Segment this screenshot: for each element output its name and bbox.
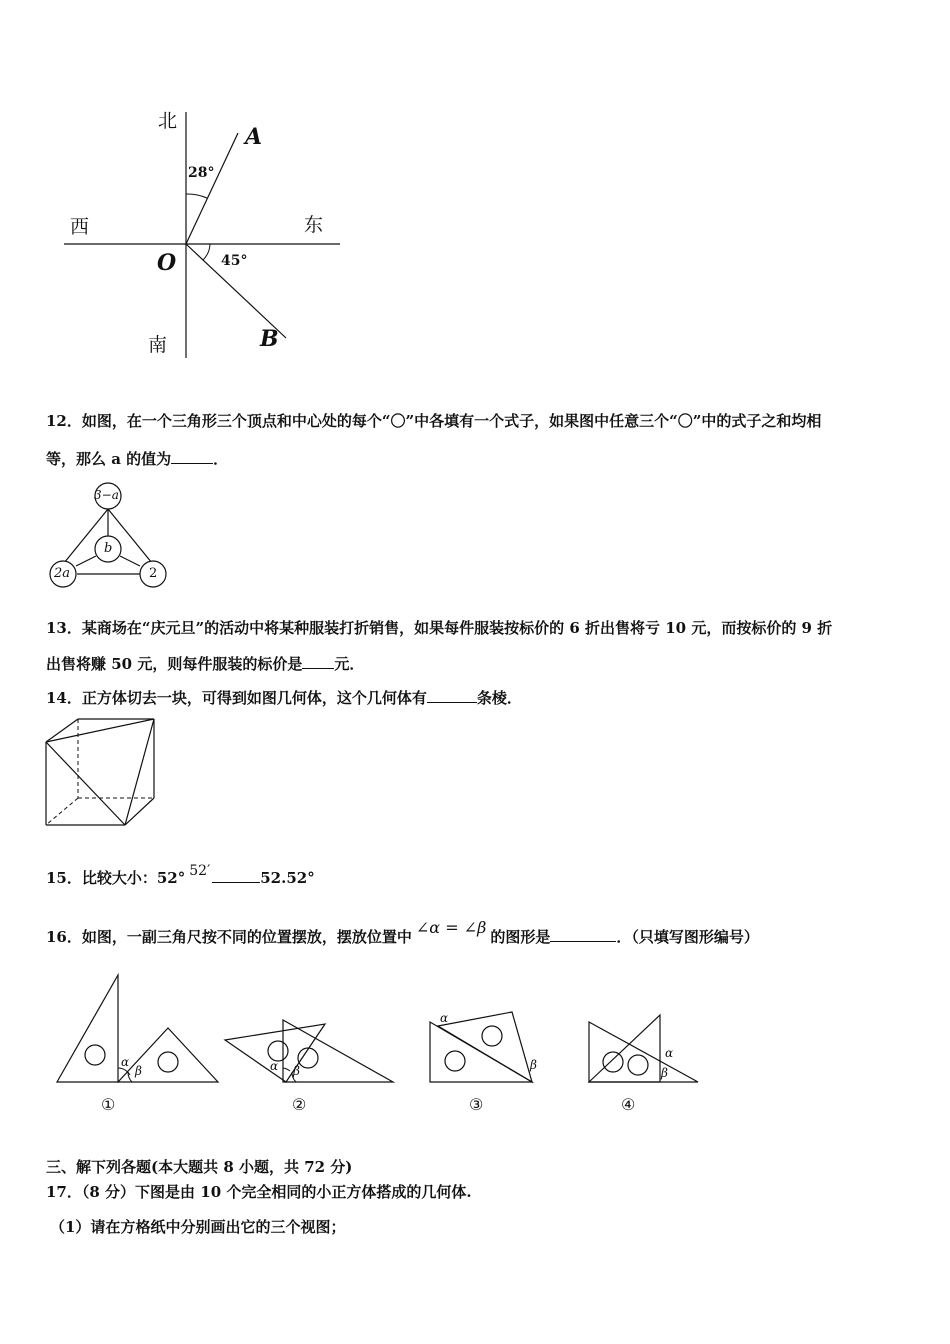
q16-text-after: ．（只填写图形编号） — [616, 928, 759, 946]
fig4-label: ④ — [621, 1095, 636, 1114]
circle-left-label: 2a — [54, 566, 71, 581]
q15-minutes: 52′ — [189, 863, 211, 879]
q16-text-middle: 的图形是 — [490, 928, 551, 946]
point-b-label: B — [260, 326, 279, 352]
section3-title: 三、解下列各题(本大题共 8 小题，共 72 分) — [46, 1158, 353, 1176]
q13-text-before: 出售将赚 50 元，则每件服装的标价是 — [46, 655, 303, 673]
fig3-alpha: α — [440, 1011, 449, 1025]
origin-label: O — [157, 250, 177, 276]
q12-line1: 12．如图，在一个三角形三个顶点和中心处的每个“〇”中各填有一个式子，如果图中任意三个“〇”中的式子之和均相 — [46, 412, 822, 430]
q13-line1: 13．某商场在“庆元旦”的活动中将某种服装打折销售，如果每件服装按标价的 6 折出售将亏 10 元，而按标价的 9 折 — [46, 619, 833, 637]
q12-text-before: 等，那么 a 的值为 — [46, 450, 172, 468]
figure-2 — [225, 1020, 393, 1082]
q15-text-after: 52.52° — [260, 869, 315, 887]
q13-text-after: 元． — [334, 655, 365, 673]
angle-north-label: 28° — [188, 165, 215, 181]
circle-top-label: 3−a — [94, 488, 119, 502]
fig1-alpha: α — [121, 1055, 130, 1069]
circle-right-label: 2 — [149, 566, 158, 581]
q16-formula: ∠α = ∠β — [415, 918, 487, 937]
north-label: 北 — [158, 110, 178, 132]
q14-text-after: 条棱． — [476, 689, 522, 707]
q16-text-before: 16．如图，一副三角尺按不同的位置摆放，摆放位置中 — [46, 928, 412, 946]
fig3-label: ③ — [469, 1095, 484, 1114]
south-label: 南 — [148, 334, 168, 356]
angle-east-label: 45° — [221, 253, 248, 269]
q17-sub1: （1）请在方格纸中分别画出它的三个视图； — [50, 1218, 346, 1236]
point-a-label: A — [245, 124, 263, 150]
q17-line1: 17．（8 分）下图是由 10 个完全相同的小正方体搭成的几何体. — [46, 1183, 472, 1201]
fig2-beta: β — [293, 1064, 300, 1078]
east-label: 东 — [304, 214, 324, 236]
fig2-alpha: α — [270, 1059, 279, 1073]
fig1-beta: β — [135, 1064, 142, 1078]
fig4-beta: β — [661, 1066, 668, 1080]
q15-text-before: 15．比较大小： — [46, 869, 157, 887]
fig2-label: ② — [292, 1095, 307, 1114]
circle-center-label: b — [104, 541, 113, 556]
west-label: 西 — [70, 216, 90, 238]
q14-text-before: 14．正方体切去一块，可得到如图几何体，这个几何体有 — [46, 689, 427, 707]
fig1-label: ① — [101, 1095, 116, 1114]
q15-degree: 52° — [156, 869, 186, 887]
fig3-beta: β — [530, 1058, 537, 1072]
q12-text-after: ． — [213, 450, 229, 468]
fig4-alpha: α — [665, 1046, 674, 1060]
figure-4 — [589, 1015, 698, 1082]
